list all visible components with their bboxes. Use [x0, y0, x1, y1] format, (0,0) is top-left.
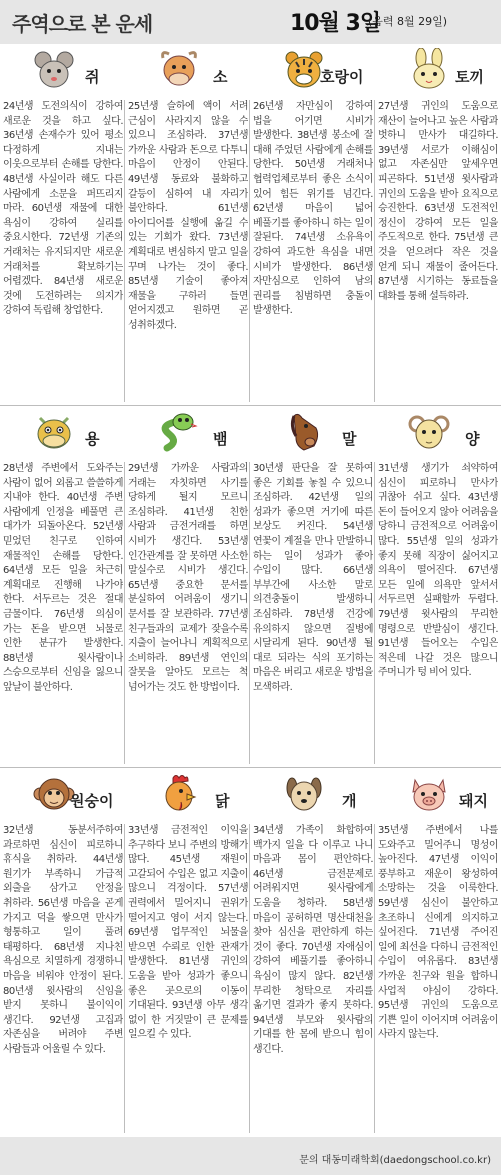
- zodiac-cell: [0, 44, 125, 406]
- zodiac-sign-name: 닭: [215, 792, 230, 810]
- fortune-text: 29년생 가까운 사람과의 거래는 자칫하면 사기를 당하게 될지 모르니 조심하라. 41년생 친한 사람과 금전거래를 하면 시비가 생긴다. 53년생 인간관계를 잘 못하면 사소한 말실수로 시비가 생긴다. 65년생 중요한 문서를 분실하여 어려움이 생기니 문서를 잘 보관하라. 77년생 친구들과의 교제가 잦을수록 지출이 늘어나니 계획적으로 소비하라. 89년생 연인의 잘못을 알아도 모르는 척 넘어가는 것도 한 방법이다.: [128, 463, 248, 693]
- dragon-icon: [32, 410, 76, 454]
- fortune-text: 25년생 슬하에 액이 서려 근심이 사라지지 않을 수 있으니 조심하라. 37년생 가까운 사람과 돈으로 다투니 마음이 안정이 안된다. 49년생 동료와 불화하고 갈등이 심하여 내 자리가 불안하다. 61년생 아이디어를 실행에 옮길 수 있는 기회가 왔다. 73년생 계획대로 변심하지 말고 일을 꾸며 나가는 것이 좋다. 85년생 기술이 좋아져 재물을 구하러 들면 얻어지겠고 원하면 곧 성취하겠다.: [128, 101, 248, 331]
- zodiac-cell-header: [125, 44, 250, 100]
- zodiac-cell-header: [375, 406, 500, 462]
- fortune-text: 27년생 귀인의 도움으로 재산이 늘어나고 높은 사람과 벗하니 만사가 대길하다. 39년생 서로가 이해심이 없고 자존심만 앞세우면 피곤하다. 51년생 윗사람과 귀인의 도움을 받아 요직으로 승진한다. 63년생 도전적인 정신이 강하여 모든 일을 주도적으로 한다. 75년생 큰 것을 얻으려다 작은 것을 얻게 되니 재물이 줄어든다. 87년생 시기하는 동료들을 대화를 통해 설득하라.: [378, 101, 498, 302]
- zodiac-cell: [375, 768, 500, 1137]
- dog-icon: [282, 772, 326, 816]
- zodiac-cell-header: [0, 768, 125, 824]
- contact-info: 문의 대동미래학회(daedongschool.co.kr): [299, 1155, 491, 1166]
- zodiac-cell: [0, 768, 125, 1137]
- sheep-icon: [407, 410, 451, 454]
- zodiac-cell-header: [125, 406, 250, 462]
- zodiac-cell: [375, 406, 500, 768]
- pig-icon: [407, 772, 451, 816]
- zodiac-sign-name: 뱀: [213, 430, 228, 448]
- zodiac-cell-header: [375, 768, 500, 824]
- zodiac-sign-name: 소: [213, 68, 228, 86]
- zodiac-sign-name: 원숭이: [70, 792, 114, 810]
- footer-bar: [0, 1137, 501, 1175]
- zodiac-row: [0, 406, 501, 768]
- zodiac-sign-name: 토끼: [455, 68, 484, 86]
- lunar-date: (음력 8월 29일): [368, 15, 448, 28]
- column-divider: [249, 462, 250, 764]
- zodiac-cell: [125, 44, 250, 406]
- rabbit-icon: [407, 48, 451, 92]
- rooster-icon: [157, 772, 201, 816]
- column-divider: [124, 462, 125, 764]
- zodiac-cell: [125, 768, 250, 1137]
- fortune-text: 35년생 주변에서 나를 도와주고 밀어주니 명성이 높아진다. 47년생 이익이 풍부하고 재운이 왕성하여 소망하는 것을 이룩한다. 59년생 심신이 불안하고 초조하니 신에게 의지하고 싶어진다. 71년생 주어진 일에 최선을 다하니 금전적인 수입이 여유롭다. 83년생 가까운 친구와 원을 합하니 사업적 야심이 강하다. 95년생 귀인의 도움으로 기쁜 일이 이어지며 어려움이 사라지 않는다.: [378, 825, 498, 1041]
- page-title: 주역으로 본 운세: [12, 12, 153, 36]
- zodiac-sign-name: 양: [465, 430, 480, 448]
- column-divider: [374, 462, 375, 764]
- zodiac-row: [0, 44, 501, 406]
- zodiac-cell: [250, 768, 375, 1137]
- zodiac-cell: [0, 406, 125, 768]
- zodiac-cell: [250, 406, 375, 768]
- zodiac-cell-header: [375, 44, 500, 100]
- zodiac-cell-header: [0, 406, 125, 462]
- zodiac-cell-header: [250, 44, 375, 100]
- column-divider: [124, 100, 125, 402]
- fortune-text: 24년생 도전의식이 강하여 새로운 것을 하고 싶다. 36년생 손재수가 있어 평소 다정하게 지내는 이웃으로부터 손해를 당한다. 48년생 사실이라 해도 다른 사람에게 소문을 퍼뜨리지 마라. 60년생 재물에 대한 욕심이 강하여 실리를 중요시한다. 72년생 기존의 거래처는 유지되지만 새로운 거래처를 확보하기는 어렵겠다. 84년생 새로운 것에 도전하려는 의지가 강하여 독립해 창업한다.: [3, 101, 123, 317]
- fortune-text: 33년생 금전적인 이익을 추구하다 보니 주변의 방해가 많다. 45년생 재원이 고갈되어 수입은 없고 지출이 많으니 걱정이다. 57년생 권력에서 밀어지니 권위가 떨어지고 영이 서지 않는다. 69년생 업무적인 뇌물을 받으면 수뢰로 인한 관재가 발생한다. 81년생 귀인의 도움을 받아 성과가 좋으니 좋은 곳으로의 이동이 기대된다. 93년생 아무 생각 없이 한 거짓말이 큰 문제를 일으킬 수 있다.: [128, 825, 248, 1041]
- zodiac-sign-name: 개: [342, 792, 357, 810]
- zodiac-sign-name: 쥐: [85, 68, 100, 86]
- fortune-text: 26년생 자만심이 강하여 법을 어기면 시비가 발생한다. 38년생 봉소에 잘 대해 주었던 사람에게 손해를 당한다. 50년생 거래처나 협력업체로부터 좋은 소식이 있어 힘든 위기를 넘긴다. 62년생 마음이 넓어 베풀기를 좋아하니 하는 일이 잘된다. 74년생 소유욕이 강하여 과도한 욕심을 내면 시비가 발생한다. 86년생 자만심으로 인하여 남의 권리를 침범하면 충돌이 발생한다.: [253, 101, 373, 317]
- zodiac-sign-name: 용: [85, 430, 100, 448]
- column-divider: [249, 824, 250, 1133]
- zodiac-cell: [250, 44, 375, 406]
- horse-icon: [282, 410, 326, 454]
- zodiac-cell: [125, 406, 250, 768]
- zodiac-sign-name: 말: [342, 430, 357, 448]
- zodiac-cell-header: [250, 768, 375, 824]
- page-date: 10월 3일: [290, 11, 381, 36]
- zodiac-sign-name: 호랑이: [320, 68, 364, 86]
- header-bar: [0, 0, 501, 44]
- column-divider: [249, 100, 250, 402]
- fortune-text: 32년생 동분서주하여 과로하면 심신이 피로하니 휴식을 취하라. 44년생 원기가 부족하니 가급적 외출을 삼가고 안정을 취하라. 56년생 마음을 곧게 가지고 덕을 쌓으면 만사가 형통하고 일이 풀려 태평하다. 68년생 지나친 욕심으로 치열하게 경쟁하니 마음을 비워야 안정이 된다. 80년생 윗사람의 신임을 받지 못하니 불이익이 생긴다. 92년생 고집과 자존심을 버려야 주변 사람들과 어울릴 수 있다.: [3, 825, 123, 1055]
- zodiac-cell-header: [0, 44, 125, 100]
- zodiac-cell-header: [125, 768, 250, 824]
- column-divider: [374, 824, 375, 1133]
- column-divider: [374, 100, 375, 402]
- zodiac-cell-header: [250, 406, 375, 462]
- column-divider: [124, 824, 125, 1133]
- fortune-text: 28년생 주변에서 도와주는 사람이 없어 외롭고 쓸쓸하게 지내야 한다. 40년생 주변 사람에게 인정을 베풀면 큰 대가가 되돌아온다. 52년생 믿었던 친구로 인하여 재물적인 손해를 당한다. 64년생 모든 일을 차근히 계획대로 진행해 나가야 한다. 서두르는 것은 절대 금물이다. 76년생 의심이 가는 돈을 받으면 뇌물로 인한 분규가 발생한다. 88년생 윗사람이나 스승으로부터 신임을 잃으니 앞날이 불안하다.: [3, 463, 123, 693]
- rat-icon: [32, 48, 76, 92]
- zodiac-row: [0, 768, 501, 1137]
- zodiac-sign-name: 돼지: [459, 792, 488, 810]
- snake-icon: [157, 410, 201, 454]
- fortune-text: 30년생 판단을 잘 못하여 좋은 기회를 놓칠 수 있으니 조심하라. 42년생 일의 성과가 좋으면 거기에 따른 보상도 커진다. 54년생 연꽃이 계절을 만나 만발하니 하는 일이 성과가 좋아 수입이 많다. 66년생 부부간에 사소한 말로 의견충돌이 발생하니 조심하라. 78년생 건강에 유의하지 않으면 질병에 시달리게 된다. 90년생 될 대로 되라는 식의 포기하는 마음은 버리고 새로운 방법을 모색하라.: [253, 463, 373, 693]
- zodiac-cell: [375, 44, 500, 406]
- fortune-text: 34년생 가족이 화합하여 백가지 일을 다 이루고 나니 마음과 몸이 편안하다. 46년생 금전문제로 어려워지면 윗사람에게 도움을 청하라. 58년생 마음이 공허하면 명산대천을 찾아 심신을 편안하게 하는 것이 좋다. 70년생 자애심이 강하여 베풀기를 좋아하니 육심이 많지 않다. 82년생 무리한 청탁으로 자리를 옮기면 결과가 좋지 못하다. 94년생 부모와 윗사람의 기대를 한 몸에 받으니 힘이 생긴다.: [253, 825, 373, 1055]
- ox-icon: [157, 48, 201, 92]
- fortune-text: 31년생 생기가 쇠약하여 심신이 피로하니 만사가 귀찮아 쉬고 싶다. 43년생 돈이 들어오지 않아 어려움을 당하니 금전적으로 어려움이 많다. 55년생 일의 성과가 좋지 못해 직장이 싫어지고 의욕이 떨어진다. 67년생 모든 일에 의욕만 앞서서 서두르면 실패할까 두렵다. 79년생 윗사람의 무리한 명령으로 반발심이 생긴다. 91년생 들어오는 수입은 적은데 나갈 것은 많으니 주머니가 텅 비어 있다.: [378, 463, 498, 679]
